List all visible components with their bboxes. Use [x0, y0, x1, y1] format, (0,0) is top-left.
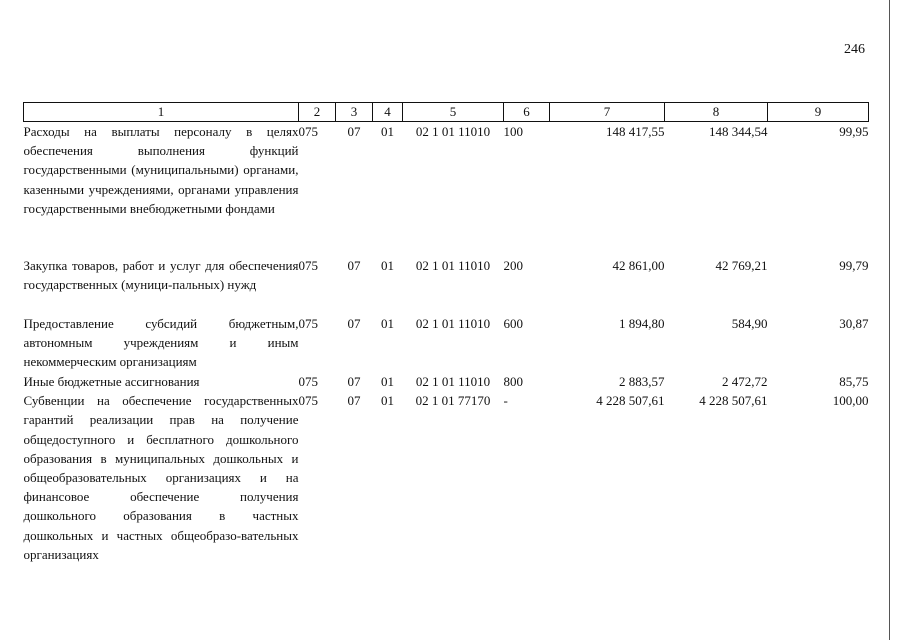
table-row	[24, 256, 869, 314]
cell-actual: 2 472,72	[722, 374, 768, 389]
header-col-8: 8	[665, 103, 768, 122]
header-row	[24, 103, 869, 122]
cell-section: 07	[347, 258, 361, 273]
cell-section: 07	[347, 124, 361, 139]
header-col-3: 3	[336, 103, 373, 122]
cell-plan: 1 894,80	[619, 316, 665, 331]
cell-admin-code: 075	[298, 374, 318, 389]
cell-expense-type: 100	[503, 124, 523, 139]
cell-section: 07	[347, 374, 361, 389]
cell-admin-code: 075	[298, 124, 318, 139]
cell-subsection: 01	[381, 316, 394, 331]
table-header	[24, 103, 869, 122]
table-row	[24, 372, 869, 391]
cell-actual: 42 769,21	[715, 258, 768, 273]
cell-target-article: 02 1 01 11010	[415, 124, 491, 139]
cell-target-article: 02 1 01 77170	[415, 393, 491, 409]
header-col-5: 5	[403, 103, 504, 122]
cell-name: Субвенции на обеспечение государственных гарантий реализации прав на получение общедоступного и бесплатного дошкольного образования в муниципальных дошкольных и общеобразовательных организациях и на финансовое обеспечение получения дошкольного образования в частных дошкольных и частных общеобразо-вательных организациях	[23, 393, 299, 562]
budget-table	[23, 102, 869, 581]
page-edge-line	[889, 0, 890, 640]
page-number: 246	[844, 42, 865, 57]
header-col-6: 6	[504, 103, 550, 122]
table-row	[24, 122, 869, 257]
cell-name: Закупка товаров, работ и услуг для обеспечения государственных (муници-пальных) нужд	[23, 258, 299, 293]
cell-section: 07	[347, 393, 361, 409]
table-body	[24, 122, 869, 582]
table-row	[24, 391, 869, 581]
cell-subsection: 01	[381, 393, 394, 409]
cell-admin-code: 075	[298, 393, 318, 409]
cell-actual: 584,90	[731, 316, 768, 331]
cell-name: Расходы на выплаты персоналу в целях обеспечения выполнения функций государственными (муниципальными) органами, казенными учреждениями, органами управления государственными внебюджетными фондами	[23, 124, 299, 216]
table-row	[24, 314, 869, 372]
cell-plan: 2 883,57	[619, 374, 665, 389]
cell-target-article: 02 1 01 11010	[415, 258, 491, 273]
cell-plan: 4 228 507,61	[596, 393, 665, 409]
header-col-9: 9	[768, 103, 869, 122]
cell-expense-type: 600	[503, 316, 523, 331]
header-col-4: 4	[373, 103, 403, 122]
cell-expense-type: 200	[503, 258, 523, 273]
cell-percent: 100,00	[832, 393, 869, 409]
cell-name: Предоставление субсидий бюджетным, автономным учреждениям и иным некоммерческим организациям	[23, 316, 299, 370]
cell-target-article: 02 1 01 11010	[415, 316, 491, 331]
cell-percent: 30,87	[839, 316, 869, 331]
cell-subsection: 01	[381, 374, 394, 389]
cell-percent: 85,75	[839, 374, 869, 389]
cell-admin-code: 075	[298, 316, 318, 331]
header-col-1: 1	[24, 103, 299, 122]
cell-subsection: 01	[381, 124, 394, 139]
header-col-2: 2	[299, 103, 336, 122]
cell-target-article: 02 1 01 11010	[415, 374, 491, 389]
cell-admin-code: 075	[298, 258, 318, 273]
cell-percent: 99,79	[839, 258, 869, 273]
header-col-7: 7	[550, 103, 665, 122]
cell-plan: 42 861,00	[612, 258, 665, 273]
cell-percent: 99,95	[839, 124, 869, 139]
cell-section: 07	[347, 316, 361, 331]
cell-actual: 4 228 507,61	[699, 393, 768, 409]
cell-expense-type: 800	[503, 374, 523, 389]
cell-subsection: 01	[381, 258, 394, 273]
cell-name: Иные бюджетные ассигнования	[23, 374, 200, 389]
cell-plan: 148 417,55	[606, 124, 665, 139]
cell-expense-type: -	[503, 393, 508, 409]
cell-actual: 148 344,54	[709, 124, 768, 139]
